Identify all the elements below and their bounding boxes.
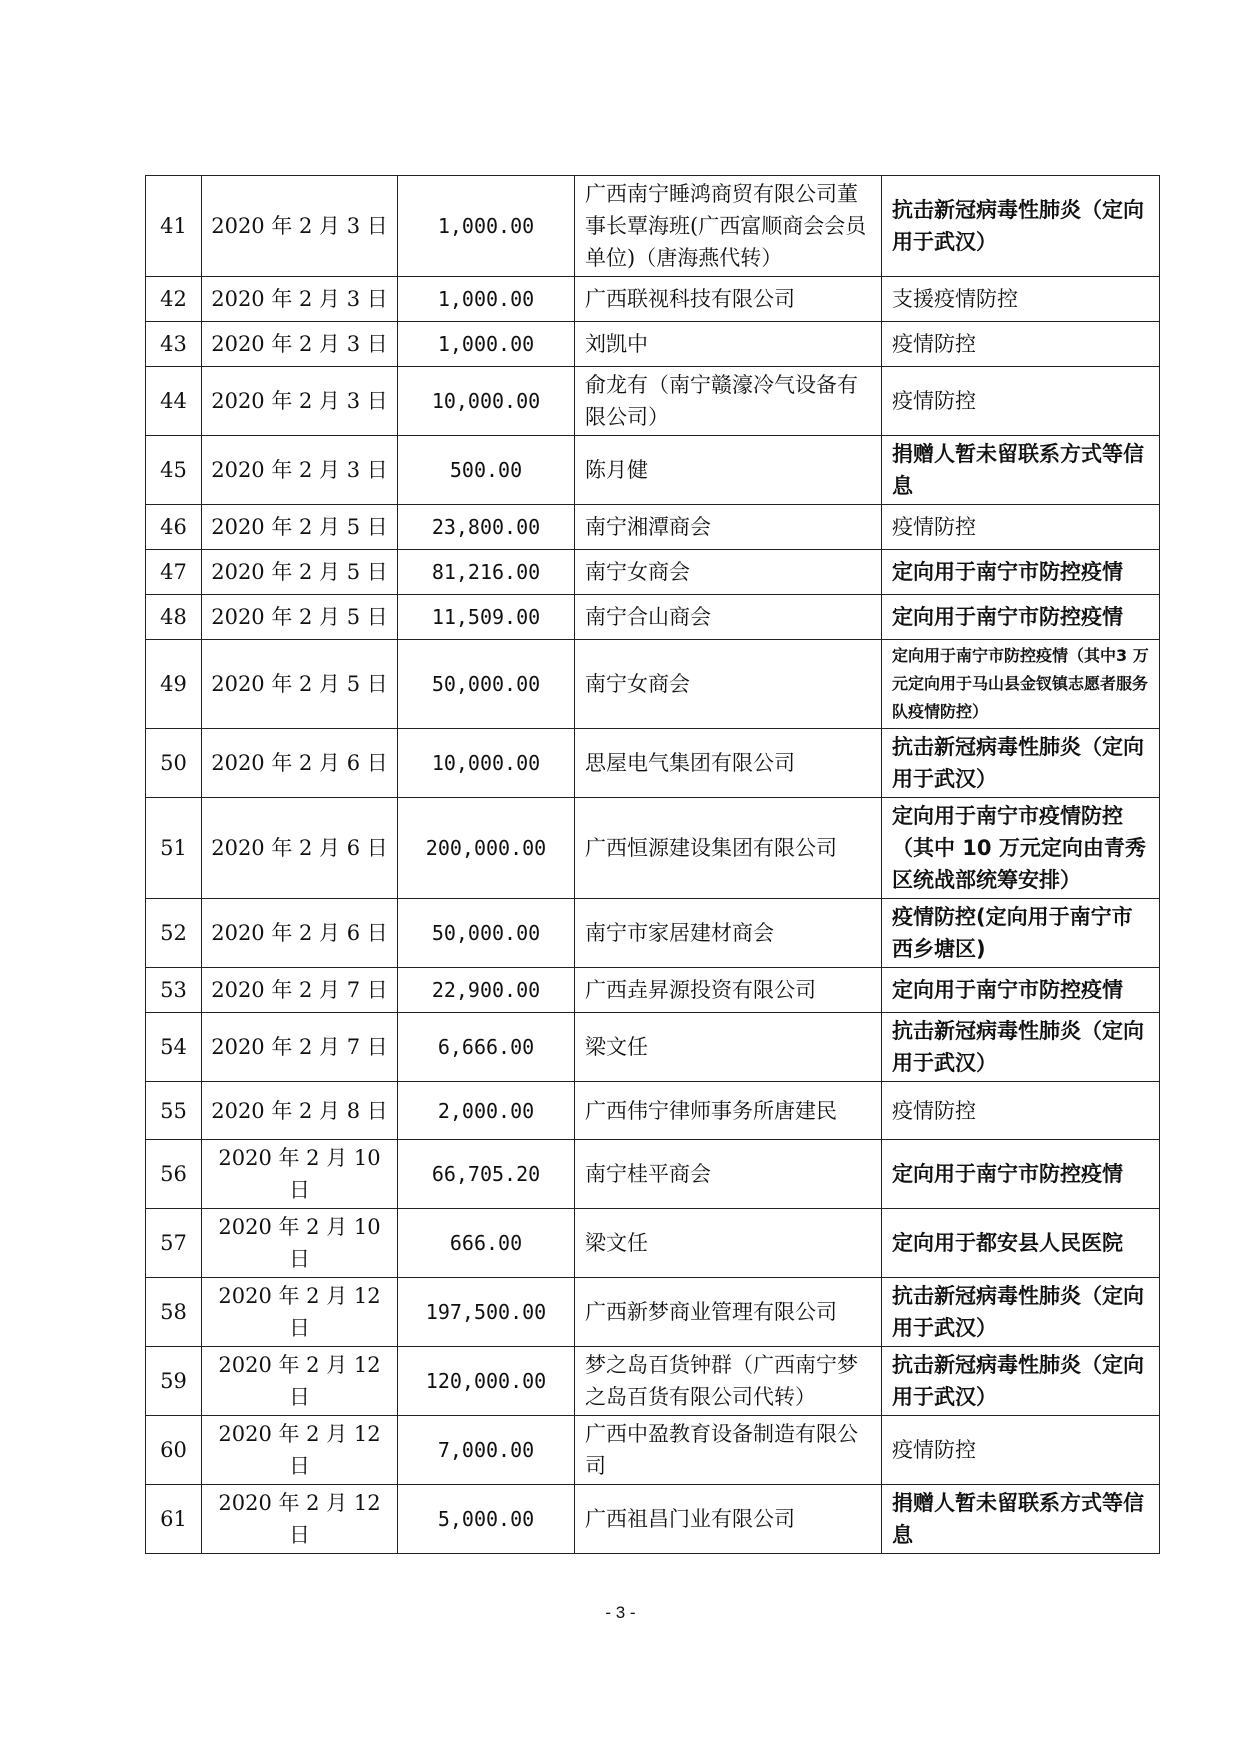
donation-amount: 10,000.00 xyxy=(398,729,575,798)
donation-purpose: 疫情防控 xyxy=(882,1416,1160,1485)
donor-name: 广西南宁睡鸿商贸有限公司董事长覃海班(广西富顺商会会员单位)（唐海燕代转） xyxy=(575,176,882,277)
table-row xyxy=(146,367,1160,436)
donation-amount: 23,800.00 xyxy=(398,505,575,550)
donation-date: 2020 年 2 月 10 日 xyxy=(202,1140,398,1209)
table-row xyxy=(146,1013,1160,1082)
donation-date: 2020 年 2 月 3 日 xyxy=(202,176,398,277)
donation-purpose: 支援疫情防控 xyxy=(882,277,1160,322)
table-row xyxy=(146,1485,1160,1554)
table-row xyxy=(146,1347,1160,1416)
row-number: 53 xyxy=(146,968,202,1013)
donor-name: 南宁女商会 xyxy=(575,640,882,729)
donor-name: 梁文任 xyxy=(575,1013,882,1082)
row-number: 56 xyxy=(146,1140,202,1209)
row-number: 44 xyxy=(146,367,202,436)
donation-date: 2020 年 2 月 7 日 xyxy=(202,968,398,1013)
donation-amount: 7,000.00 xyxy=(398,1416,575,1485)
row-number: 60 xyxy=(146,1416,202,1485)
table-row xyxy=(146,176,1160,277)
donation-date: 2020 年 2 月 8 日 xyxy=(202,1082,398,1140)
donation-purpose: 抗击新冠病毒性肺炎（定向用于武汉） xyxy=(882,1013,1160,1082)
row-number: 58 xyxy=(146,1278,202,1347)
table-row xyxy=(146,322,1160,367)
donation-amount: 2,000.00 xyxy=(398,1082,575,1140)
table-row xyxy=(146,1278,1160,1347)
donor-name: 广西新梦商业管理有限公司 xyxy=(575,1278,882,1347)
table-row xyxy=(146,899,1160,968)
table-row xyxy=(146,798,1160,899)
donation-amount: 66,705.20 xyxy=(398,1140,575,1209)
table-row xyxy=(146,595,1160,640)
table-row xyxy=(146,505,1160,550)
donation-purpose: 抗击新冠病毒性肺炎（定向用于武汉） xyxy=(882,1347,1160,1416)
row-number: 47 xyxy=(146,550,202,595)
donation-purpose: 抗击新冠病毒性肺炎（定向用于武汉） xyxy=(882,729,1160,798)
donation-purpose: 定向用于都安县人民医院 xyxy=(882,1209,1160,1278)
row-number: 43 xyxy=(146,322,202,367)
donation-purpose: 定向用于南宁市防控疫情 xyxy=(882,968,1160,1013)
donor-name: 俞龙有（南宁赣濠冷气设备有限公司） xyxy=(575,367,882,436)
row-number: 54 xyxy=(146,1013,202,1082)
table-row xyxy=(146,729,1160,798)
donation-amount: 50,000.00 xyxy=(398,640,575,729)
table-row xyxy=(146,968,1160,1013)
row-number: 49 xyxy=(146,640,202,729)
row-number: 42 xyxy=(146,277,202,322)
table-row xyxy=(146,1209,1160,1278)
donor-name: 南宁桂平商会 xyxy=(575,1140,882,1209)
donation-date: 2020 年 2 月 5 日 xyxy=(202,595,398,640)
donation-amount: 10,000.00 xyxy=(398,367,575,436)
row-number: 50 xyxy=(146,729,202,798)
donation-date: 2020 年 2 月 12 日 xyxy=(202,1278,398,1347)
donation-date: 2020 年 2 月 10 日 xyxy=(202,1209,398,1278)
row-number: 46 xyxy=(146,505,202,550)
donation-amount: 81,216.00 xyxy=(398,550,575,595)
donation-amount: 5,000.00 xyxy=(398,1485,575,1554)
donation-date: 2020 年 2 月 6 日 xyxy=(202,899,398,968)
donor-name: 广西联视科技有限公司 xyxy=(575,277,882,322)
donor-name: 思屋电气集团有限公司 xyxy=(575,729,882,798)
donor-name: 南宁女商会 xyxy=(575,550,882,595)
row-number: 45 xyxy=(146,436,202,505)
donation-date: 2020 年 2 月 5 日 xyxy=(202,505,398,550)
donation-date: 2020 年 2 月 12 日 xyxy=(202,1416,398,1485)
donor-name: 梁文任 xyxy=(575,1209,882,1278)
donation-date: 2020 年 2 月 6 日 xyxy=(202,798,398,899)
donor-name: 广西恒源建设集团有限公司 xyxy=(575,798,882,899)
table-row xyxy=(146,1416,1160,1485)
donor-name: 广西伟宁律师事务所唐建民 xyxy=(575,1082,882,1140)
donation-date: 2020 年 2 月 3 日 xyxy=(202,277,398,322)
row-number: 55 xyxy=(146,1082,202,1140)
donation-purpose: 定向用于南宁市疫情防控（其中 10 万元定向由青秀区统战部统筹安排） xyxy=(882,798,1160,899)
donation-purpose: 疫情防控 xyxy=(882,367,1160,436)
donation-date: 2020 年 2 月 12 日 xyxy=(202,1347,398,1416)
donation-purpose: 定向用于南宁市防控疫情 xyxy=(882,595,1160,640)
donation-purpose: 捐赠人暂未留联系方式等信息 xyxy=(882,1485,1160,1554)
donation-date: 2020 年 2 月 3 日 xyxy=(202,436,398,505)
donation-amount: 50,000.00 xyxy=(398,899,575,968)
donation-purpose: 定向用于南宁市防控疫情（其中3 万元定向用于马山县金钗镇志愿者服务队疫情防控） xyxy=(882,640,1160,729)
donation-purpose: 疫情防控 xyxy=(882,1082,1160,1140)
donation-date: 2020 年 2 月 5 日 xyxy=(202,640,398,729)
donation-date: 2020 年 2 月 6 日 xyxy=(202,729,398,798)
donation-date: 2020 年 2 月 12 日 xyxy=(202,1485,398,1554)
donor-name: 南宁湘潭商会 xyxy=(575,505,882,550)
donation-amount: 6,666.00 xyxy=(398,1013,575,1082)
donor-name: 广西中盈教育设备制造有限公司 xyxy=(575,1416,882,1485)
donation-amount: 666.00 xyxy=(398,1209,575,1278)
row-number: 41 xyxy=(146,176,202,277)
donation-date: 2020 年 2 月 5 日 xyxy=(202,550,398,595)
donation-purpose: 抗击新冠病毒性肺炎（定向用于武汉） xyxy=(882,176,1160,277)
table-row xyxy=(146,1140,1160,1209)
donor-name: 陈月健 xyxy=(575,436,882,505)
donation-amount: 200,000.00 xyxy=(398,798,575,899)
donation-table-body xyxy=(146,176,1160,1554)
donor-name: 南宁市家居建材商会 xyxy=(575,899,882,968)
table-row xyxy=(146,550,1160,595)
row-number: 48 xyxy=(146,595,202,640)
donation-amount: 197,500.00 xyxy=(398,1278,575,1347)
table-row xyxy=(146,277,1160,322)
donation-purpose: 疫情防控(定向用于南宁市西乡塘区) xyxy=(882,899,1160,968)
donation-purpose: 疫情防控 xyxy=(882,505,1160,550)
table-row xyxy=(146,436,1160,505)
donation-purpose: 捐赠人暂未留联系方式等信息 xyxy=(882,436,1160,505)
row-number: 51 xyxy=(146,798,202,899)
donation-purpose: 定向用于南宁市防控疫情 xyxy=(882,1140,1160,1209)
row-number: 57 xyxy=(146,1209,202,1278)
donation-amount: 11,509.00 xyxy=(398,595,575,640)
donation-purpose: 抗击新冠病毒性肺炎（定向用于武汉） xyxy=(882,1278,1160,1347)
donation-amount: 120,000.00 xyxy=(398,1347,575,1416)
donation-date: 2020 年 2 月 7 日 xyxy=(202,1013,398,1082)
donation-date: 2020 年 2 月 3 日 xyxy=(202,322,398,367)
row-number: 61 xyxy=(146,1485,202,1554)
donation-amount: 1,000.00 xyxy=(398,176,575,277)
donation-amount: 1,000.00 xyxy=(398,322,575,367)
donation-amount: 22,900.00 xyxy=(398,968,575,1013)
table-row xyxy=(146,1082,1160,1140)
donation-purpose: 疫情防控 xyxy=(882,322,1160,367)
donor-name: 南宁合山商会 xyxy=(575,595,882,640)
donor-name: 梦之岛百货钟群（广西南宁梦之岛百货有限公司代转） xyxy=(575,1347,882,1416)
donation-amount: 500.00 xyxy=(398,436,575,505)
table-row xyxy=(146,640,1160,729)
donation-table xyxy=(145,175,1160,1554)
donation-amount: 1,000.00 xyxy=(398,277,575,322)
donation-purpose: 定向用于南宁市防控疫情 xyxy=(882,550,1160,595)
donor-name: 刘凯中 xyxy=(575,322,882,367)
donation-date: 2020 年 2 月 3 日 xyxy=(202,367,398,436)
donor-name: 广西祖昌门业有限公司 xyxy=(575,1485,882,1554)
row-number: 59 xyxy=(146,1347,202,1416)
row-number: 52 xyxy=(146,899,202,968)
donor-name: 广西垚昇源投资有限公司 xyxy=(575,968,882,1013)
page-number: - 3 - xyxy=(605,1603,636,1622)
